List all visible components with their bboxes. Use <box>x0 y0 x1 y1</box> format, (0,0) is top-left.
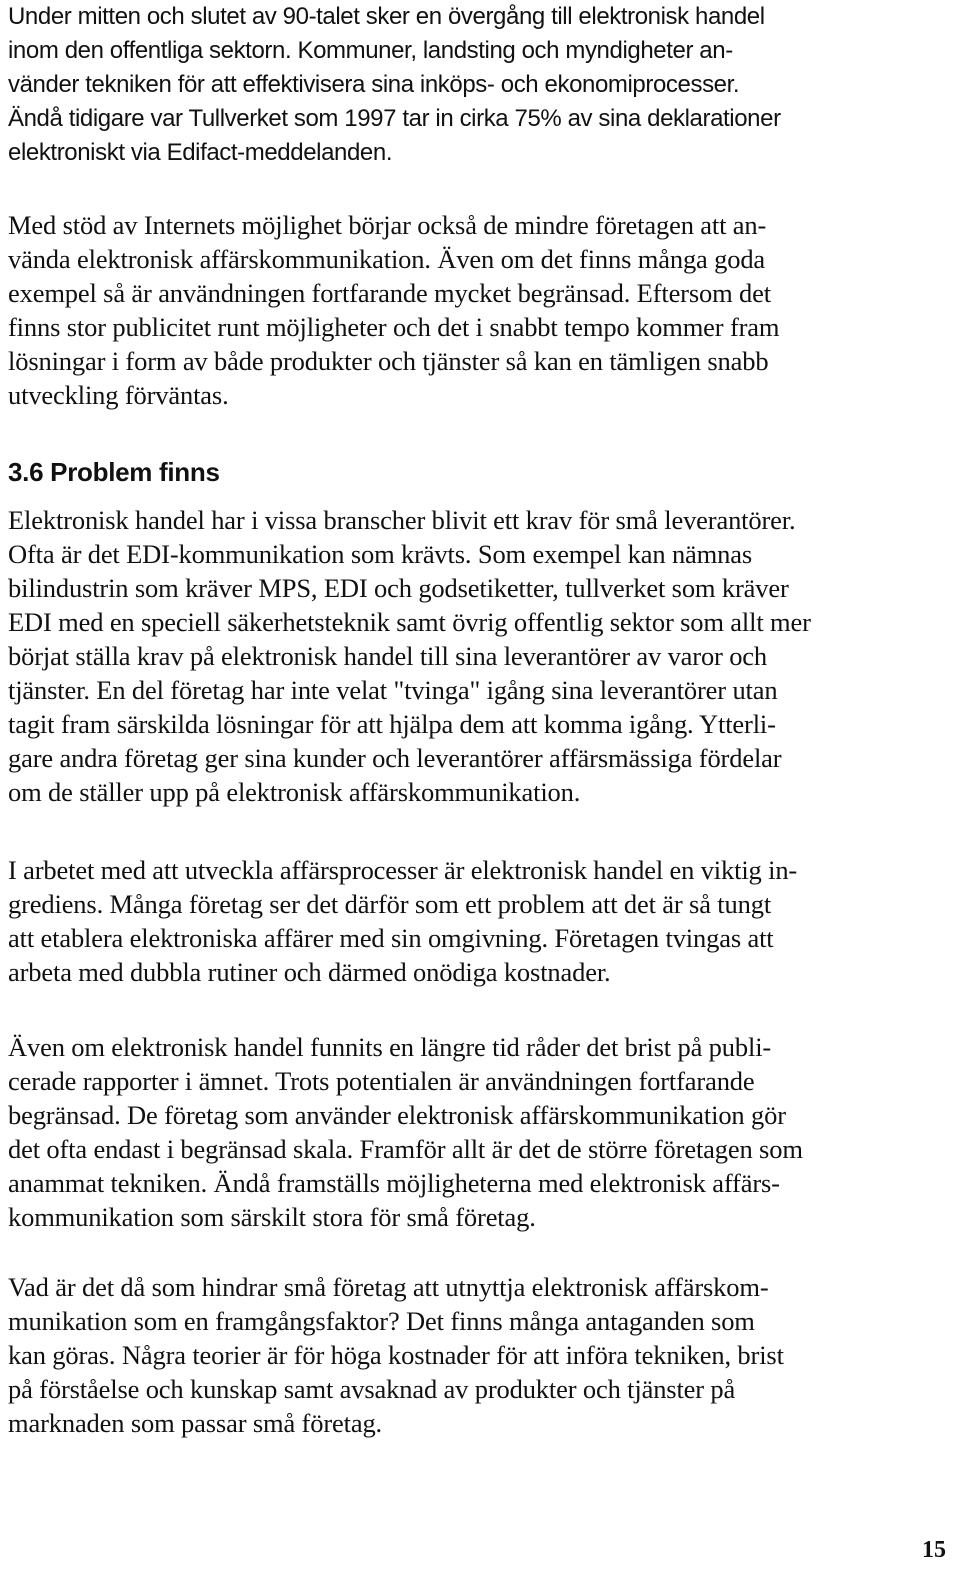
text-line: tagit fram särskilda lösningar för att hjälpa dem att komma igång. Ytterli- <box>8 709 776 739</box>
text-line: Vad är det då som hindrar små företag att utnyttja elektronisk affärskom- <box>8 1272 769 1302</box>
text-line: anammat tekniken. Ändå framställs möjligheterna med elektronisk affärs- <box>8 1168 780 1198</box>
paragraph-5 <box>8 1030 803 1234</box>
text-line: det ofta endast i begränsad skala. Framför allt är det de större företagen som <box>8 1134 803 1164</box>
section-heading: 3.6 Problem finns <box>8 457 220 487</box>
text-line: munikation som en framgångsfaktor? Det finns många antaganden som <box>8 1306 755 1336</box>
page-number: 15 <box>922 1537 946 1563</box>
text-line: att etablera elektroniska affärer med sin omgivning. Företagen tvingas att <box>8 923 774 953</box>
text-line: kan göras. Några teorier är för höga kostnader för att införa tekniken, brist <box>8 1340 784 1370</box>
text-line: Elektronisk handel har i vissa branscher blivit ett krav för små leverantörer. <box>8 505 796 535</box>
text-line: börjat ställa krav på elektronisk handel till sina leverantörer av varor och <box>8 641 768 671</box>
text-line: marknaden som passar små företag. <box>8 1408 383 1438</box>
paragraph-4 <box>8 853 797 989</box>
text-line: I arbetet med att utveckla affärsprocesser är elektronisk handel en viktig in- <box>8 855 798 885</box>
text-line: Ofta är det EDI-kommunikation som krävts. Som exempel kan nämnas <box>8 539 753 569</box>
text-line: exempel så är användningen fortfarande mycket begränsad. Eftersom det <box>8 278 771 308</box>
paragraph-1 <box>8 0 781 170</box>
text-line: begränsad. De företag som använder elektronisk affärskommunikation gör <box>8 1100 786 1130</box>
text-line: vänder tekniken för att effektivisera sina inköps- och ekonomiprocesser. <box>8 71 740 98</box>
text-line: EDI med en speciell säkerhetsteknik samt övrig offentlig sektor som allt mer <box>8 607 811 637</box>
text-line: grediens. Många företag ser det därför som ett problem att det är så tungt <box>8 889 772 919</box>
text-line: utveckling förväntas. <box>8 380 229 410</box>
text-line: Ändå tidigare var Tullverket som 1997 tar in cirka 75% av sina deklarationer <box>8 105 781 132</box>
text-line: om de ställer upp på elektronisk affärskommunikation. <box>8 777 581 807</box>
text-line: bilindustrin som kräver MPS, EDI och godsetiketter, tullverket som kräver <box>8 573 789 603</box>
text-line: arbeta med dubbla rutiner och därmed onödiga kostnader. <box>8 957 611 987</box>
paragraph-3 <box>8 503 811 809</box>
text-line: tjänster. En del företag har inte velat "tvinga" igång sina leverantörer utan <box>8 675 778 705</box>
text-line: kommunikation som särskilt stora för små företag. <box>8 1202 536 1232</box>
text-line: gare andra företag ger sina kunder och leverantörer affärsmässiga fördelar <box>8 743 782 773</box>
text-line: cerade rapporter i ämnet. Trots potentialen är användningen fortfarande <box>8 1066 755 1096</box>
text-line: Även om elektronisk handel funnits en längre tid råder det brist på publi- <box>8 1032 772 1062</box>
text-line: vända elektronisk affärskommunikation. Även om det finns många goda <box>8 244 766 274</box>
paragraph-6 <box>8 1270 784 1440</box>
text-line: elektroniskt via Edifact-meddelanden. <box>8 139 393 166</box>
text-line: Under mitten och slutet av 90-talet sker en övergång till elektronisk handel <box>8 3 765 30</box>
text-line: på förståelse och kunskap samt avsaknad av produkter och tjänster på <box>8 1374 736 1404</box>
text-line: inom den offentliga sektorn. Kommuner, landsting och myndigheter an- <box>8 37 733 64</box>
text-line: finns stor publicitet runt möjligheter och det i snabbt tempo kommer fram <box>8 312 780 342</box>
text-line: lösningar i form av både produkter och tjänster så kan en tämligen snabb <box>8 346 769 376</box>
paragraph-2 <box>8 208 779 412</box>
text-line: Med stöd av Internets möjlighet börjar också de mindre företagen att an- <box>8 210 767 240</box>
